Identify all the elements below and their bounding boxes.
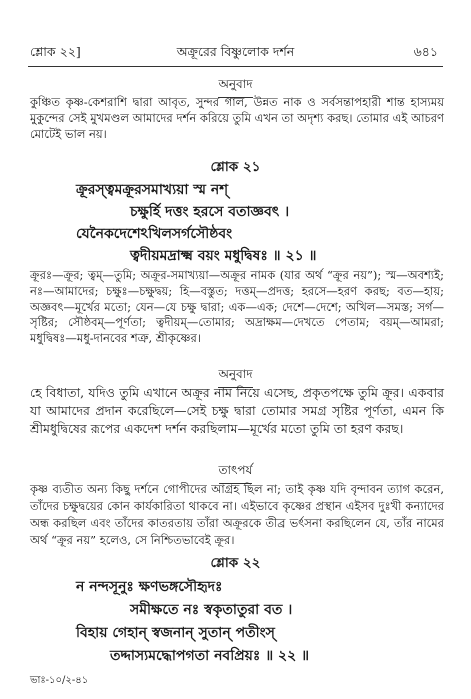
footer-signature: ভাঃ-১০/২-৪১ — [30, 675, 89, 686]
translation-heading-1: অনুবাদ — [0, 76, 471, 98]
header-chapter-title: অক্রূরের বিষ্ণুলোক দর্শন — [176, 44, 295, 59]
verse-22-line-4: তদ্দাস্যমদ্ধোপগতা নবপ্রিয়ঃ ॥ ২২ ॥ — [110, 648, 310, 664]
verse-21-line-3: যেনৈকদেশেঽখিলসর্গসৌষ্ঠবং — [76, 226, 233, 242]
verse-21-line-4: ত্বদীয়মদ্রাক্ষ্ম বয়ং মধুদ্বিষঃ ॥ ২১ ॥ — [130, 248, 317, 264]
verse-21-title: শ্লোক ২১ — [210, 159, 261, 175]
translation-text-1: কুঞ্চিত কৃষ্ণ-কেশরাশি দ্বারা আবৃত, সুন্দর গাল, উন্নত নাক ও সর্বসন্তাপহারী শান্ত হাস্যময় মুকুন্দের সেই মুখমণ্ডল আমাদের দর্শন করিয়ে তুমি এখন তা অদৃশ্য করছ। তোমার এই আচরণ মোটেই ভাল নয়। — [30, 95, 444, 141]
verse-22-title: শ্লোক ২২ — [210, 555, 261, 571]
word-for-word-synonyms: ক্রূরঃ—ক্রূর; ত্বম্—তুমি; অক্রূর-সমাখ্যয়া—অক্রূর নামক (যার অর্থ “ক্রূর নয়”); স্ম—অবশ্যই; নঃ—আমাদের; চক্ষুঃ—চক্ষুদ্বয়; হি—বস্তুত; দত্তম্—প্রদত্ত; হরসে—হরণ করছ; বত—হায়; অজ্ঞবৎ—মূর্খের মতো; যেন—যে চক্ষু দ্বারা; এক—এক; দেশে—দেশে; অখিল—সমস্ত; সর্গ—সৃষ্টির; সৌষ্ঠবম্—পূর্ণতা; ত্বদীয়ম্—তোমার; অদ্রাক্ষম—দেখতে পেতাম; বয়ম্—আমরা; মধুদ্বিষঃ—মধু-দানবের শত্রু, শ্রীকৃষ্ণের। — [30, 268, 444, 346]
verse-22-line-3: বিহায় গেহান্ স্বজনান্ সুতান্ পতীংস্ — [76, 625, 275, 641]
verse-22-line-2: সমীক্ষতে নঃ স্বকৃতাতুরা বত । — [130, 602, 293, 618]
verse-22-line-1: ন নন্দসূনুঃ ক্ষণভঙ্গসৌহৃদঃ — [76, 579, 223, 595]
verse-21-line-2: চক্ষুর্হি দত্তং হরসে বতাজ্ঞবৎ । — [130, 204, 290, 220]
verse-21-line-1: ক্রূরস্ত্বমক্রূরসমাখ্যয়া স্ম নশ্ — [76, 182, 229, 198]
header-rule — [28, 66, 443, 67]
translation-text-2: হে বিধাতা, যদিও তুমি এখানে অক্রূর নাম নিয়ে এসেছ, প্রকৃতপক্ষে তুমি ক্রূর। একবার যা আমাদের প্রদান করেছিলে—সেই চক্ষু দ্বারা তোমার সমগ্র সৃষ্টির পূর্ণতা, এমন কি শ্রীমধুদ্বিষের রূপের একদেশ দর্শন করছিলাম—মূর্খের মতো তুমি তা হরণ করছ। — [30, 385, 444, 436]
purport-heading: তাৎপর্য — [0, 462, 471, 484]
purport-text: কৃষ্ণ ব্যতীত অন্য কিছু দর্শনে গোপীদের আগ্রহ ছিল না; তাই কৃষ্ণ যদি বৃন্দাবন ত্যাগ করেন, তাঁদের চক্ষুদ্বয়ের কোন কার্যকারিতা থাকবে না। এইভাবে কৃষ্ণের প্রস্থান এইসব দুঃখী কন্যাদের অন্ধ করছিল এবং তাঁদের কাতরতায় তাঁরা অক্রূরকে তীব্র ভর্ৎসনা করছিলেন যে, তাঁর নামের অর্থ “ক্রূর নয়” হলেও, সে নিশ্চিতভাবেই ক্রূর। — [30, 482, 444, 547]
header-page-number: ৬৪১ — [413, 44, 438, 59]
header-verse-ref: শ্লোক ২২] — [30, 44, 81, 59]
translation-heading-2: অনুবাদ — [0, 366, 471, 388]
